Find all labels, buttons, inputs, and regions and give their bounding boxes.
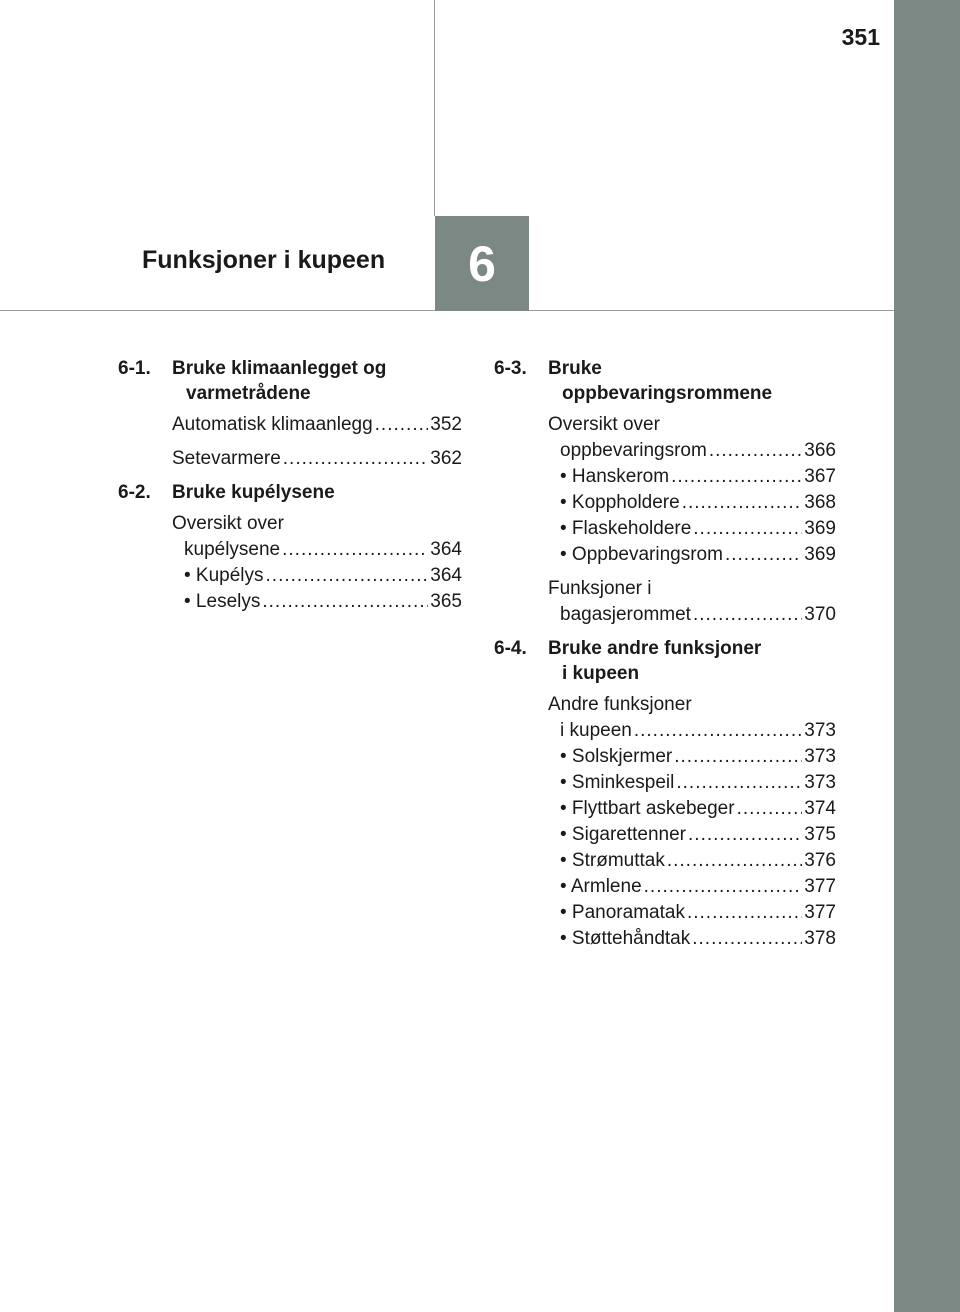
entry-label: • Strømuttak bbox=[560, 850, 665, 871]
section-number: 6-1. bbox=[118, 358, 151, 379]
entry-page-number: 376 bbox=[804, 850, 836, 871]
group-heading: Oversikt over bbox=[548, 414, 660, 435]
group-heading: Oversikt over bbox=[172, 513, 284, 534]
dot-leader bbox=[688, 822, 802, 848]
toc-group bbox=[172, 511, 462, 615]
dot-leader bbox=[676, 770, 802, 796]
entry-page-number: 352 bbox=[430, 414, 462, 435]
entry-label: • Panoramatak bbox=[560, 902, 685, 923]
entry-page-number: 373 bbox=[804, 772, 836, 793]
dot-leader bbox=[692, 926, 802, 952]
toc-section bbox=[494, 636, 836, 952]
section-number: 6-4. bbox=[494, 638, 527, 659]
toc-section bbox=[494, 356, 836, 628]
toc-entry[interactable] bbox=[548, 822, 836, 848]
dot-leader bbox=[667, 848, 802, 874]
section-heading[interactable] bbox=[494, 356, 836, 406]
section-title bbox=[548, 636, 836, 686]
header-vertical-rule bbox=[434, 0, 435, 216]
section-title-line2: varmetrådene bbox=[186, 383, 311, 404]
toc-entry[interactable] bbox=[172, 589, 462, 615]
entry-label: Setevarmere bbox=[172, 448, 281, 469]
entry-label: • Sigarettenner bbox=[560, 824, 687, 845]
toc-entry[interactable] bbox=[548, 900, 836, 926]
entry-label: • Hanskerom bbox=[560, 466, 670, 487]
dot-leader bbox=[693, 516, 802, 542]
section-number: 6-2. bbox=[118, 482, 151, 503]
toc-right-column bbox=[494, 356, 836, 960]
entry-page-number: 368 bbox=[804, 492, 836, 513]
toc-entry[interactable] bbox=[548, 874, 836, 900]
dot-leader bbox=[283, 446, 429, 472]
entry-label: • Armlene bbox=[560, 876, 642, 897]
dot-leader bbox=[644, 874, 803, 900]
entry-label: • Sminkespeil bbox=[560, 772, 675, 793]
group-heading: Andre funksjoner bbox=[548, 694, 692, 715]
entry-label: • Flaskeholdere bbox=[560, 518, 692, 539]
dot-leader bbox=[725, 542, 802, 568]
toc-entry[interactable] bbox=[172, 412, 462, 438]
section-heading[interactable] bbox=[118, 480, 462, 505]
entry-label: kupélysene bbox=[184, 539, 281, 560]
section-title bbox=[172, 480, 462, 505]
section-title-line1: Bruke andre funksjoner bbox=[548, 638, 762, 659]
entry-page-number: 369 bbox=[804, 544, 836, 565]
dot-leader bbox=[671, 464, 802, 490]
toc-entry[interactable] bbox=[172, 446, 462, 472]
entry-page-number: 367 bbox=[804, 466, 836, 487]
entry-label: • Kupélys bbox=[184, 565, 264, 586]
chapter-number: 6 bbox=[468, 235, 496, 292]
section-title-line2: i kupeen bbox=[562, 663, 640, 684]
entry-page-number: 377 bbox=[804, 876, 836, 897]
entry-label: • Koppholdere bbox=[560, 492, 680, 513]
entry-label: • Solskjermer bbox=[560, 746, 673, 767]
section-title-line1: Bruke kupélysene bbox=[172, 482, 335, 503]
group-heading: Funksjoner i bbox=[548, 578, 652, 599]
dot-leader bbox=[266, 563, 429, 589]
entry-page-number: 366 bbox=[804, 440, 836, 461]
toc-section bbox=[118, 480, 462, 615]
entry-page-number: 369 bbox=[804, 518, 836, 539]
entry-label: i kupeen bbox=[560, 720, 632, 741]
toc-entry[interactable] bbox=[548, 602, 836, 628]
entry-page-number: 364 bbox=[430, 565, 462, 586]
entry-label: • Flyttbart askebeger bbox=[560, 798, 735, 819]
toc-entry[interactable] bbox=[548, 542, 836, 568]
entry-page-number: 364 bbox=[430, 539, 462, 560]
entry-label: • Leselys bbox=[184, 591, 261, 612]
entry-label: • Oppbevaringsrom bbox=[560, 544, 723, 565]
toc-group bbox=[548, 692, 836, 952]
entry-page-number: 362 bbox=[430, 448, 462, 469]
dot-leader bbox=[682, 490, 803, 516]
entry-label: • Støttehåndtak bbox=[560, 928, 691, 949]
toc-entry[interactable] bbox=[548, 770, 836, 796]
entry-page-number: 377 bbox=[804, 902, 836, 923]
section-title bbox=[548, 356, 836, 406]
dot-leader bbox=[674, 744, 802, 770]
dot-leader bbox=[282, 537, 428, 563]
chapter-title: Funksjoner i kupeen bbox=[142, 246, 386, 274]
entry-page-number: 374 bbox=[804, 798, 836, 819]
toc-section bbox=[118, 356, 462, 472]
toc-entry[interactable] bbox=[548, 438, 836, 464]
entry-page-number: 373 bbox=[804, 746, 836, 767]
toc-left-column bbox=[118, 356, 462, 623]
dot-leader bbox=[687, 900, 802, 926]
entry-page-number: 370 bbox=[804, 604, 836, 625]
section-heading[interactable] bbox=[494, 636, 836, 686]
section-title-line1: Bruke bbox=[548, 358, 602, 379]
entry-label: oppbevaringsrom bbox=[560, 440, 707, 461]
toc-entry[interactable] bbox=[172, 537, 462, 563]
toc-group bbox=[548, 576, 836, 628]
toc-group bbox=[548, 412, 836, 568]
toc-entry[interactable] bbox=[548, 744, 836, 770]
dot-leader bbox=[737, 796, 803, 822]
toc-entry[interactable] bbox=[548, 464, 836, 490]
toc-group bbox=[172, 446, 462, 472]
dot-leader bbox=[693, 602, 802, 628]
entry-page-number: 373 bbox=[804, 720, 836, 741]
toc-entry[interactable] bbox=[548, 926, 836, 952]
chapter-side-tab bbox=[894, 0, 960, 1312]
entry-label: bagasjerommet bbox=[560, 604, 691, 625]
toc-entry[interactable] bbox=[548, 848, 836, 874]
section-title bbox=[172, 356, 462, 406]
toc-entry[interactable] bbox=[548, 490, 836, 516]
entry-page-number: 375 bbox=[804, 824, 836, 845]
toc-entry[interactable] bbox=[548, 516, 836, 542]
toc-entry[interactable] bbox=[548, 796, 836, 822]
dot-leader bbox=[709, 438, 802, 464]
section-heading[interactable] bbox=[118, 356, 462, 406]
toc-entry[interactable] bbox=[172, 563, 462, 589]
section-number: 6-3. bbox=[494, 358, 527, 379]
chapter-number-box bbox=[435, 216, 529, 311]
toc-group bbox=[172, 412, 462, 438]
entry-page-number: 378 bbox=[804, 928, 836, 949]
page-number: 351 bbox=[841, 24, 880, 50]
dot-leader bbox=[375, 412, 429, 438]
section-title-line1: Bruke klimaanlegget og bbox=[172, 358, 387, 379]
dot-leader bbox=[634, 718, 802, 744]
dot-leader bbox=[262, 589, 428, 615]
entry-page-number: 365 bbox=[430, 591, 462, 612]
entry-label: Automatisk klimaanlegg bbox=[172, 414, 373, 435]
toc-entry[interactable] bbox=[548, 718, 836, 744]
section-title-line2: oppbevaringsrommene bbox=[562, 383, 773, 404]
